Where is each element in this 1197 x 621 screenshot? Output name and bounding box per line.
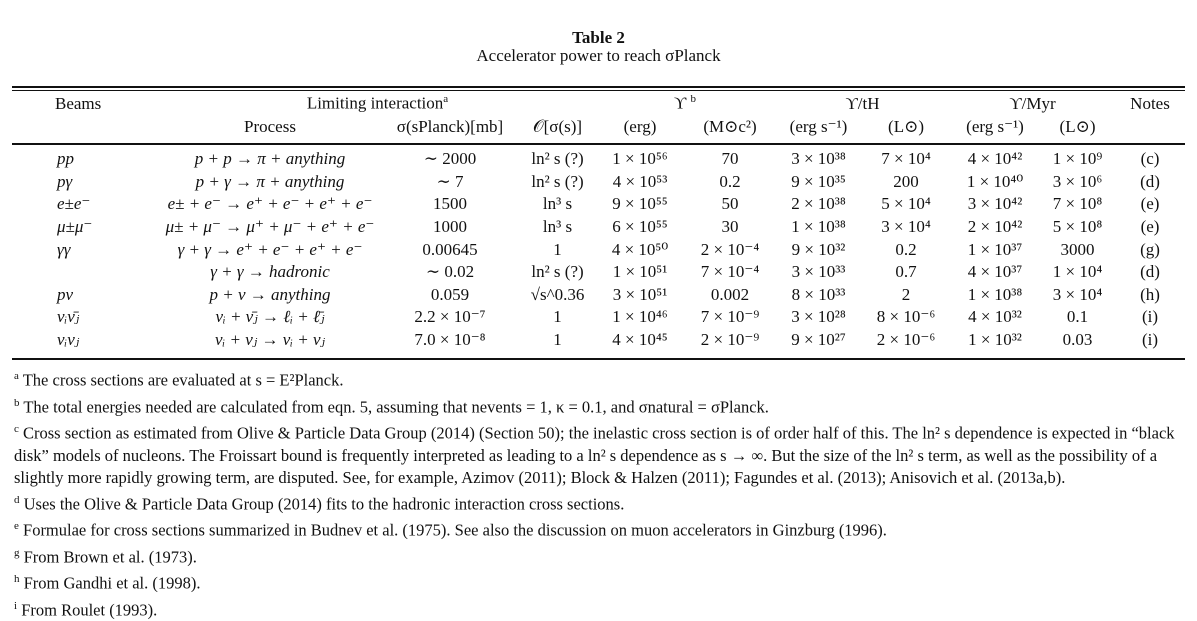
table-cell: (c) bbox=[1115, 148, 1185, 171]
subheader-cell: (L⊙) bbox=[1040, 115, 1115, 138]
table-cell: √s^0.36 bbox=[520, 284, 595, 307]
table-cell: 1 bbox=[520, 306, 595, 329]
table-cell: 1 × 10⁹ bbox=[1040, 148, 1115, 171]
table-cell: 1 × 10⁴⁶ bbox=[595, 306, 685, 329]
table-cell: 2.2 × 10⁻⁷ bbox=[380, 306, 520, 329]
table-cell: ln² s (?) bbox=[520, 261, 595, 284]
table-cell: (d) bbox=[1115, 171, 1185, 194]
table-cell: 8 × 10⁻⁶ bbox=[862, 306, 950, 329]
table-cell: 1 × 10³⁸ bbox=[950, 284, 1040, 307]
footnote: $^g$ From Brown et al. (1973). bbox=[14, 542, 1184, 569]
table-cell: 1 bbox=[520, 238, 595, 261]
table-cell: pγ bbox=[12, 171, 160, 194]
header-limiting-interaction: Limiting interaction$^a$ bbox=[160, 92, 595, 115]
top-rule-2 bbox=[12, 90, 1185, 91]
table-cell: 1 × 10³⁷ bbox=[950, 238, 1040, 261]
table-cell: 3 × 10⁴² bbox=[950, 193, 1040, 216]
table-cell: (i) bbox=[1115, 329, 1185, 352]
table-cell: 4 × 10⁴² bbox=[950, 148, 1040, 171]
top-rule bbox=[12, 86, 1185, 88]
table-row bbox=[12, 261, 1185, 284]
table-cell: e±e⁻ bbox=[12, 193, 160, 216]
table-cell: 3 × 10²⁸ bbox=[775, 306, 862, 329]
subheader-cell: (erg s⁻¹) bbox=[950, 115, 1040, 138]
table-row bbox=[12, 284, 1185, 307]
table-cell: ln² s (?) bbox=[520, 148, 595, 171]
table-cell: p + ν → anything bbox=[160, 284, 380, 307]
table-cell: 8 × 10³³ bbox=[775, 284, 862, 307]
table-cell: 7 × 10⁴ bbox=[862, 148, 950, 171]
table-cell: 7.0 × 10⁻⁸ bbox=[380, 329, 520, 352]
table-cell: 4 × 10⁵³ bbox=[595, 171, 685, 194]
table-cell: 2 × 10⁻⁴ bbox=[685, 238, 775, 261]
table-cell: ∼ 0.02 bbox=[380, 261, 520, 284]
table-cell: 5 × 10⁴ bbox=[862, 193, 950, 216]
subheader-cell: σ(sPlanck)[mb] bbox=[380, 115, 520, 138]
table-cell: γγ bbox=[12, 238, 160, 261]
table-cell: 4 × 10⁴⁵ bbox=[595, 329, 685, 352]
table-cell: 6 × 10⁵⁵ bbox=[595, 216, 685, 239]
table-cell: 0.002 bbox=[685, 284, 775, 307]
table-cell: μ± + μ⁻ → μ⁺ + μ⁻ + e⁺ + e⁻ bbox=[160, 216, 380, 239]
footnote: $^c$ Cross section as estimated from Olive & Particle Data Group (2014) (Section 50); the inelastic cross section is of order half of this. The ln² s dependence is expected in “black disk” models of nucleons. The Froissart bound is frequently interpreted as leading to a ln² s dependence as s → ∞. But the size of the ln² s term, as well as the possibility of a slightly more rapidly growing term, are disputed. See, for example, Azimov (2011); Block & Halzen (2011); Fagundes et al. (2013); Anisovich et al. (2013a,b). bbox=[14, 418, 1184, 489]
table-cell: 4 × 10³² bbox=[950, 306, 1040, 329]
table-cell: 0.1 bbox=[1040, 306, 1115, 329]
table-cell: 0.059 bbox=[380, 284, 520, 307]
table-cell: 3 × 10³³ bbox=[775, 261, 862, 284]
table-cell: 2 × 10⁻⁶ bbox=[862, 329, 950, 352]
table-cell: 9 × 10²⁷ bbox=[775, 329, 862, 352]
header-upsilon: ϒ $^b$ bbox=[595, 92, 775, 115]
table-cell: e± + e⁻ → e⁺ + e⁻ + e⁺ + e⁻ bbox=[160, 193, 380, 216]
table-cell: 3 × 10⁶ bbox=[1040, 171, 1115, 194]
table-cell: 3000 bbox=[1040, 238, 1115, 261]
footnote: $^a$ The cross sections are evaluated at s = E²Planck. bbox=[14, 365, 1184, 392]
table-cell: νᵢ + νⱼ → νᵢ + νⱼ bbox=[160, 329, 380, 352]
header-beams: Beams bbox=[12, 92, 160, 115]
header-upsilon-th: ϒ/tH bbox=[775, 92, 950, 115]
table-row bbox=[12, 171, 1185, 194]
footnote: $^h$ From Gandhi et al. (1998). bbox=[14, 568, 1184, 595]
table-cell: μ±μ⁻ bbox=[12, 216, 160, 239]
table-cell: 2 × 10³⁸ bbox=[775, 193, 862, 216]
table-cell: 1 × 10⁵⁶ bbox=[595, 148, 685, 171]
table-row bbox=[12, 216, 1185, 239]
table-cell: 0.00645 bbox=[380, 238, 520, 261]
table-cell: ln³ s bbox=[520, 193, 595, 216]
table-cell: 70 bbox=[685, 148, 775, 171]
table-cell: 2 × 10⁴² bbox=[950, 216, 1040, 239]
table-cell: 3 × 10⁴ bbox=[1040, 284, 1115, 307]
table-cell: 0.2 bbox=[862, 238, 950, 261]
table-cell: (h) bbox=[1115, 284, 1185, 307]
subheader-cell: 𝒪[σ(s)] bbox=[520, 115, 595, 138]
subheader-cell: Process bbox=[160, 115, 380, 138]
table-cell: ∼ 7 bbox=[380, 171, 520, 194]
table-cell: (g) bbox=[1115, 238, 1185, 261]
table-cell: 1 bbox=[520, 329, 595, 352]
table-cell: 1 × 10⁴ bbox=[1040, 261, 1115, 284]
table-cell: γ + γ → e⁺ + e⁻ + e⁺ + e⁻ bbox=[160, 238, 380, 261]
table-cell: 1 × 10⁴⁰ bbox=[950, 171, 1040, 194]
table-cell: pν bbox=[12, 284, 160, 307]
table-cell: 1 × 10⁵¹ bbox=[595, 261, 685, 284]
table-cell: 4 × 10³⁷ bbox=[950, 261, 1040, 284]
table-cell: ln² s (?) bbox=[520, 171, 595, 194]
table-cell: p + γ → π + anything bbox=[160, 171, 380, 194]
table-cell: 0.2 bbox=[685, 171, 775, 194]
table-cell: 200 bbox=[862, 171, 950, 194]
table-cell: p + p → π + anything bbox=[160, 148, 380, 171]
table-cell: 4 × 10⁵⁰ bbox=[595, 238, 685, 261]
table-cell: 7 × 10⁻⁹ bbox=[685, 306, 775, 329]
table-cell: 1 × 10³⁸ bbox=[775, 216, 862, 239]
subheader-cell: (erg) bbox=[595, 115, 685, 138]
table-cell: (i) bbox=[1115, 306, 1185, 329]
table-title: Table 2 bbox=[0, 28, 1197, 48]
table-cell: 9 × 10⁵⁵ bbox=[595, 193, 685, 216]
table-cell: 1 × 10³² bbox=[950, 329, 1040, 352]
table-cell: 5 × 10⁸ bbox=[1040, 216, 1115, 239]
table-cell: 7 × 10⁻⁴ bbox=[685, 261, 775, 284]
table-cell: νᵢν̄ⱼ bbox=[12, 306, 160, 329]
table-cell: 1000 bbox=[380, 216, 520, 239]
table-cell: 30 bbox=[685, 216, 775, 239]
table-cell: ∼ 2000 bbox=[380, 148, 520, 171]
table-cell: 3 × 10⁴ bbox=[862, 216, 950, 239]
table-cell: 2 × 10⁻⁹ bbox=[685, 329, 775, 352]
footnote: $^e$ Formulae for cross sections summarized in Budnev et al. (1975). See also the discussion on muon accelerators in Ginzburg (1996). bbox=[14, 515, 1184, 542]
table-cell: 3 × 10³⁸ bbox=[775, 148, 862, 171]
footnotes bbox=[14, 365, 1184, 621]
table-cell bbox=[12, 261, 160, 284]
header-upsilon-myr: ϒ/Myr bbox=[950, 92, 1115, 115]
subheader-cell: (L⊙) bbox=[862, 115, 950, 138]
subheader-cell: (M⊙c²) bbox=[685, 115, 775, 138]
table-row bbox=[12, 238, 1185, 261]
table-cell: 7 × 10⁸ bbox=[1040, 193, 1115, 216]
footnote: $^b$ The total energies needed are calculated from eqn. 5, assuming that nevents = 1, κ = 0.1, and σnatural = σPlanck. bbox=[14, 392, 1184, 419]
bottom-rule bbox=[12, 358, 1185, 360]
table-cell: 50 bbox=[685, 193, 775, 216]
footnote: $^d$ Uses the Olive & Particle Data Group (2014) fits to the hadronic interaction cross sections. bbox=[14, 489, 1184, 516]
table-cell: (e) bbox=[1115, 216, 1185, 239]
table-row bbox=[12, 148, 1185, 171]
table-cell: (e) bbox=[1115, 193, 1185, 216]
table-cell: ln³ s bbox=[520, 216, 595, 239]
table-cell: 9 × 10³² bbox=[775, 238, 862, 261]
accelerator-table bbox=[12, 92, 1185, 351]
table-row bbox=[12, 193, 1185, 216]
footnote: $^i$ From Roulet (1993). bbox=[14, 595, 1184, 621]
table-cell: (d) bbox=[1115, 261, 1185, 284]
table-cell: 1500 bbox=[380, 193, 520, 216]
table-cell: 9 × 10³⁵ bbox=[775, 171, 862, 194]
table-cell: γ + γ → hadronic bbox=[160, 261, 380, 284]
subheader-cell: (erg s⁻¹) bbox=[775, 115, 862, 138]
table-cell: 2 bbox=[862, 284, 950, 307]
table-cell: 0.03 bbox=[1040, 329, 1115, 352]
table-cell: 0.7 bbox=[862, 261, 950, 284]
table-cell: pp bbox=[12, 148, 160, 171]
table-row bbox=[12, 329, 1185, 352]
table-cell: νᵢ + ν̄ⱼ → ℓᵢ + ℓ̄ⱼ bbox=[160, 306, 380, 329]
table-subtitle: Accelerator power to reach σPlanck bbox=[0, 46, 1197, 66]
header-notes: Notes bbox=[1115, 92, 1185, 115]
table-cell: νᵢνⱼ bbox=[12, 329, 160, 352]
table-cell: 3 × 10⁵¹ bbox=[595, 284, 685, 307]
table-row bbox=[12, 306, 1185, 329]
